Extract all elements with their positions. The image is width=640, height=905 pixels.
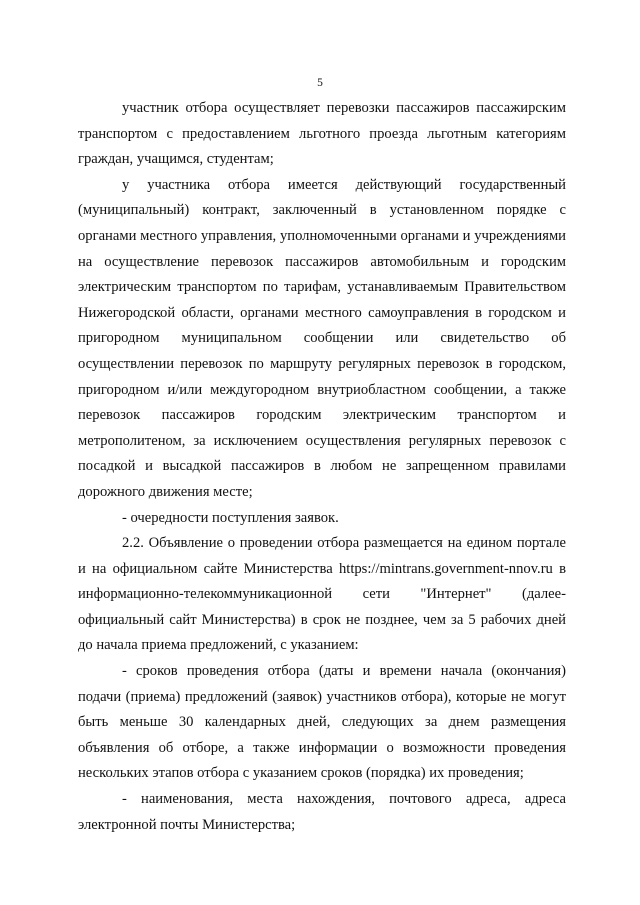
paragraph-selection-dates: - сроков проведения отбора (даты и времени начала (окончания) подачи (приема) предложений (заявок) участников отбора), которые не могут быть меньше 30 календарных дней, следующих за днем размещения объявления об отборе, а также информации о возможности проведения нескольких этапов отбора с указанием сроков (порядка) их проведения; — [78, 663, 566, 782]
paragraph-ministry-contacts: - наименования, места нахождения, почтового адреса, адреса электронной почты Министерства; — [78, 791, 566, 833]
document-body — [78, 96, 566, 838]
paragraph-application-order: - очередности поступления заявок. — [122, 509, 339, 526]
paragraph-participant-contract: у участника отбора имеется действующий государственный (муниципальный) контракт, заключенный в установленном порядке с органами местного управления, уполномоченными органами и учреждениями на осуществление перевозок пассажиров автомобильным и городским электрическим транспортом по тарифам, устанавливаемым Правительством Нижегородской области, органами местного самоуправления в городском и пригородном муниципальном сообщении или свидетельство об осуществлении перевозок по маршруту регулярных перевозок в городском, пригородном и/или междугородном внутриобластном сообщении, а также перевозок пассажиров городским электрическим транспортом и метрополитеном, за исключением осуществления регулярных перевозок с посадкой и высадкой пассажиров в любом не запрещенном правилами дорожного движения месте; — [78, 176, 566, 500]
page-number: 5 — [317, 77, 323, 89]
paragraph-selection-announcement: 2.2. Объявление о проведении отбора размещается на едином портале и на официальном сайте Министерства https://mintrans.government-nnov.ru в информационно-телекоммуникационной сети "Интернет" (далее-официальный сайт Министерства) в срок не позднее, чем за 5 рабочих дней до начала приема предложений, с указанием: — [78, 535, 566, 654]
paragraph-participant-transport: участник отбора осуществляет перевозки пассажиров пассажирским транспортом с предоставлением льготного проезда льготным категориям граждан, учащимся, студентам; — [78, 100, 566, 168]
